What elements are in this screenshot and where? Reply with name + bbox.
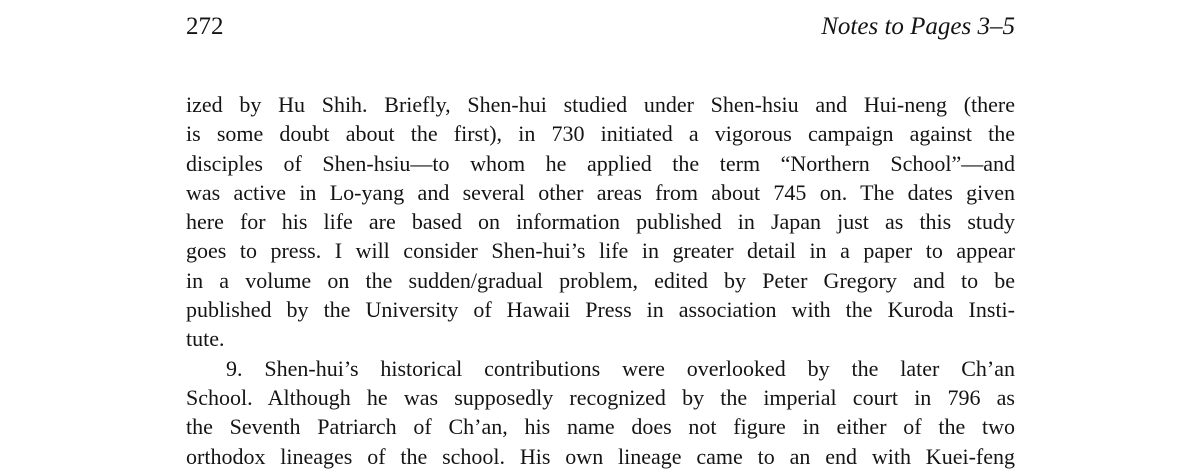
running-title: Notes to Pages 3–5 <box>821 13 1015 40</box>
page-number: 272 <box>186 13 224 40</box>
text-line: is some doubt about the first), in 730 initiated a vigorous campaign against the <box>186 121 1015 147</box>
text-line: was active in Lo-yang and several other areas from about 745 on. The dates given <box>186 179 1015 205</box>
text-line: disciples of Shen-hsiu—to whom he applied the term “Northern School”—and <box>186 150 1015 176</box>
notes-body <box>186 90 1015 471</box>
text-line: here for his life are based on information published in Japan just as this study <box>186 209 1015 235</box>
text-line: the Seventh Patriarch of Ch’an, his name does not figure in either of the two <box>186 414 1015 440</box>
note-9-first-line: 9. Shen-hui’s historical contributions were overlooked by the later Ch’an <box>226 355 1015 381</box>
text-line: School. Although he was supposedly recognized by the imperial court in 796 as <box>186 384 1015 410</box>
text-line: ized by Hu Shih. Briefly, Shen-hui studied under Shen-hsiu and Hui-neng (there <box>186 92 1015 117</box>
text-line: goes to press. I will consider Shen-hui’s life in greater detail in a paper to appear <box>186 238 1015 264</box>
text-line: in a volume on the sudden/gradual problem, edited by Peter Gregory and to be <box>186 267 1015 293</box>
text-line: published by the University of Hawaii Press in association with the Kuroda Insti- <box>186 297 1015 323</box>
text-line: orthodox lineages of the school. His own lineage came to an end with Kuei-feng <box>186 443 1015 469</box>
running-head <box>186 10 1015 44</box>
text-line: tute. <box>186 326 225 352</box>
